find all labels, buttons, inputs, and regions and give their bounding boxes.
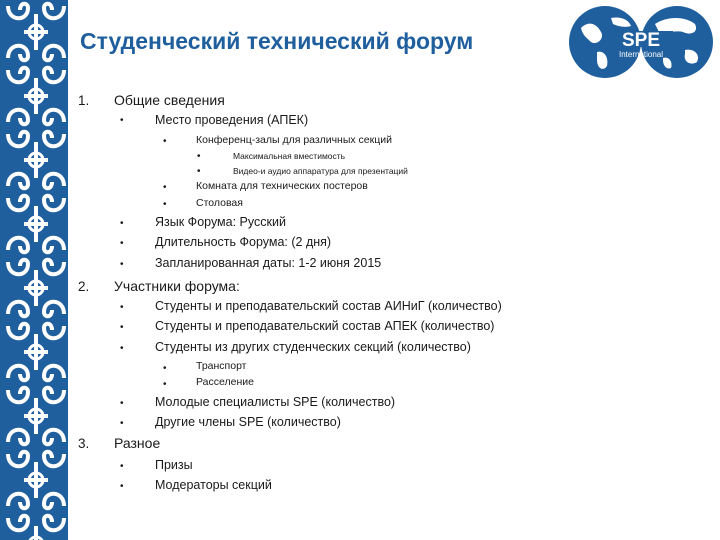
bullet: • bbox=[163, 379, 167, 390]
list-item-duration: Длительность Форума: (2 дня) bbox=[155, 235, 332, 249]
list-item-transport: Транспорт bbox=[196, 360, 247, 372]
bullet: • bbox=[120, 461, 124, 472]
bullet: • bbox=[120, 398, 124, 409]
bullet: • bbox=[163, 136, 167, 147]
bullet: • bbox=[163, 182, 167, 193]
bullet: • bbox=[197, 166, 201, 177]
bullet: • bbox=[163, 363, 167, 374]
list-item-venue: Место проведения (АПЕК) bbox=[155, 113, 309, 127]
list-item-dates: Запланированная даты: 1-2 июня 2015 bbox=[155, 256, 382, 270]
list-item-halls: Конференц-залы для различных секций bbox=[196, 134, 392, 146]
bullet: • bbox=[120, 238, 124, 249]
bullet: • bbox=[120, 343, 124, 354]
section-heading-3: Разное bbox=[114, 435, 161, 451]
bullet: • bbox=[120, 322, 124, 333]
list-item-prizes: Призы bbox=[155, 458, 193, 472]
logo-main-text: SPE bbox=[621, 30, 661, 51]
bullet: • bbox=[120, 302, 124, 313]
bullet: • bbox=[120, 115, 124, 126]
logo-sub-text: International bbox=[618, 50, 664, 59]
bullet: • bbox=[163, 199, 167, 210]
list-item-housing: Расселение bbox=[196, 376, 254, 388]
bullet: • bbox=[120, 418, 124, 429]
bullet: • bbox=[120, 481, 124, 492]
list-item-other-members: Другие члены SPE (количество) bbox=[155, 415, 341, 429]
section-heading-2: Участники форума: bbox=[114, 278, 240, 294]
bullet: • bbox=[197, 151, 201, 162]
slide-title: Студенческий технический форум bbox=[80, 28, 474, 54]
list-item-capacity: Максимальная вместимость bbox=[233, 151, 346, 161]
section-number-2: 2. bbox=[78, 279, 90, 294]
list-item-canteen: Столовая bbox=[196, 197, 243, 209]
list-item-young-professionals: Молодые специалисты SPE (количество) bbox=[155, 395, 396, 409]
list-item-other-sections: Студенты из других студенческих секций (количество) bbox=[155, 340, 471, 354]
list-item-apek: Студенты и преподавательский состав АПЕК (количество) bbox=[155, 319, 495, 333]
list-item-aing: Студенты и преподавательский состав АИНиГ (количество) bbox=[155, 299, 502, 313]
bullet: • bbox=[120, 218, 124, 229]
section-number-3: 3. bbox=[78, 436, 90, 451]
bullet: • bbox=[120, 259, 124, 270]
list-item-poster-room: Комната для технических постеров bbox=[196, 180, 368, 192]
list-item-language: Язык Форума: Русский bbox=[155, 215, 286, 229]
section-heading-1: Общие сведения bbox=[114, 92, 225, 108]
section-number-1: 1. bbox=[78, 93, 90, 108]
list-item-moderators: Модераторы секций bbox=[155, 478, 272, 492]
list-item-equipment: Видео-и аудио аппаратура для презентаций bbox=[233, 166, 408, 176]
